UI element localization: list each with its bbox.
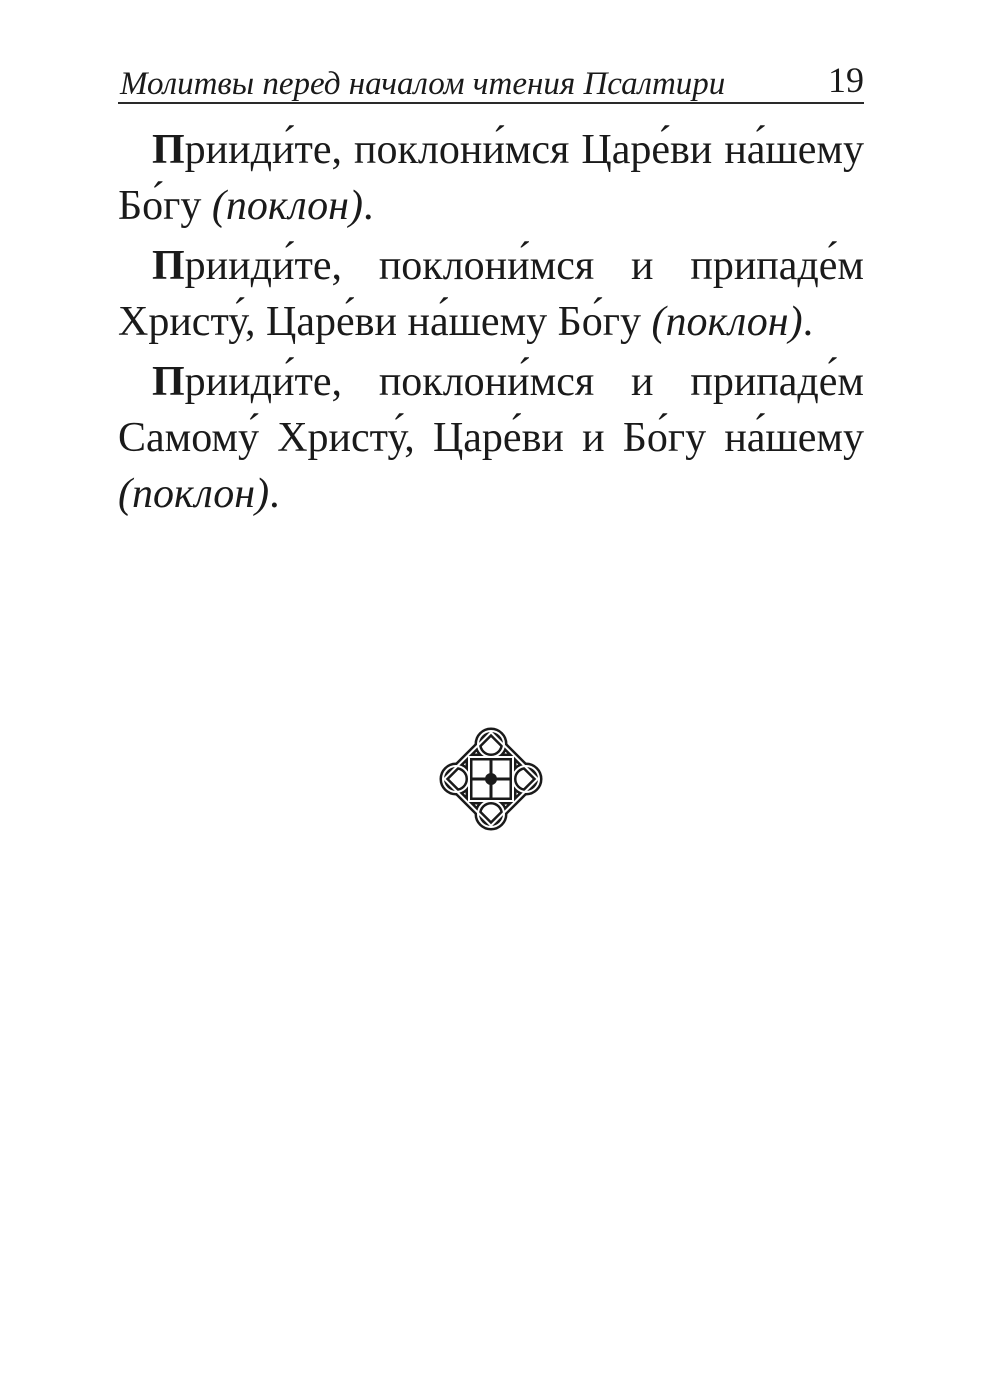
verse-text: рииди́те, поклони́мся Царе́ви на́шему Бо́гу xyxy=(118,127,864,229)
verse-text: рииди́те, поклони́мся и припаде́м Христу́, Царе́ви на́шему Бо́гу xyxy=(118,243,864,345)
bow-note: (поклон) xyxy=(118,471,270,517)
prayer-text-block xyxy=(118,122,864,526)
verse-text: рииди́те, поклони́мся и припаде́м Самому́ Христу́, Царе́ви и Бо́гу на́шему xyxy=(118,359,864,461)
verse-end: . xyxy=(362,183,374,229)
bow-note: (поклон) xyxy=(651,299,803,345)
verse-end: . xyxy=(269,471,280,517)
celtic-knot-ornament-icon xyxy=(436,724,546,834)
prayer-verse-1 xyxy=(118,122,864,234)
prayer-verse-2 xyxy=(118,238,864,350)
bold-initial: П xyxy=(152,243,185,289)
verse-end: . xyxy=(802,299,814,345)
running-header xyxy=(118,58,864,104)
page-number: 19 xyxy=(828,60,864,100)
bold-initial: П xyxy=(152,359,185,405)
running-title: Молитвы перед началом чтения Псалтири xyxy=(120,66,726,102)
bow-note: (поклон) xyxy=(211,183,363,229)
prayer-verse-3 xyxy=(118,354,864,522)
bold-initial: П xyxy=(152,127,185,173)
